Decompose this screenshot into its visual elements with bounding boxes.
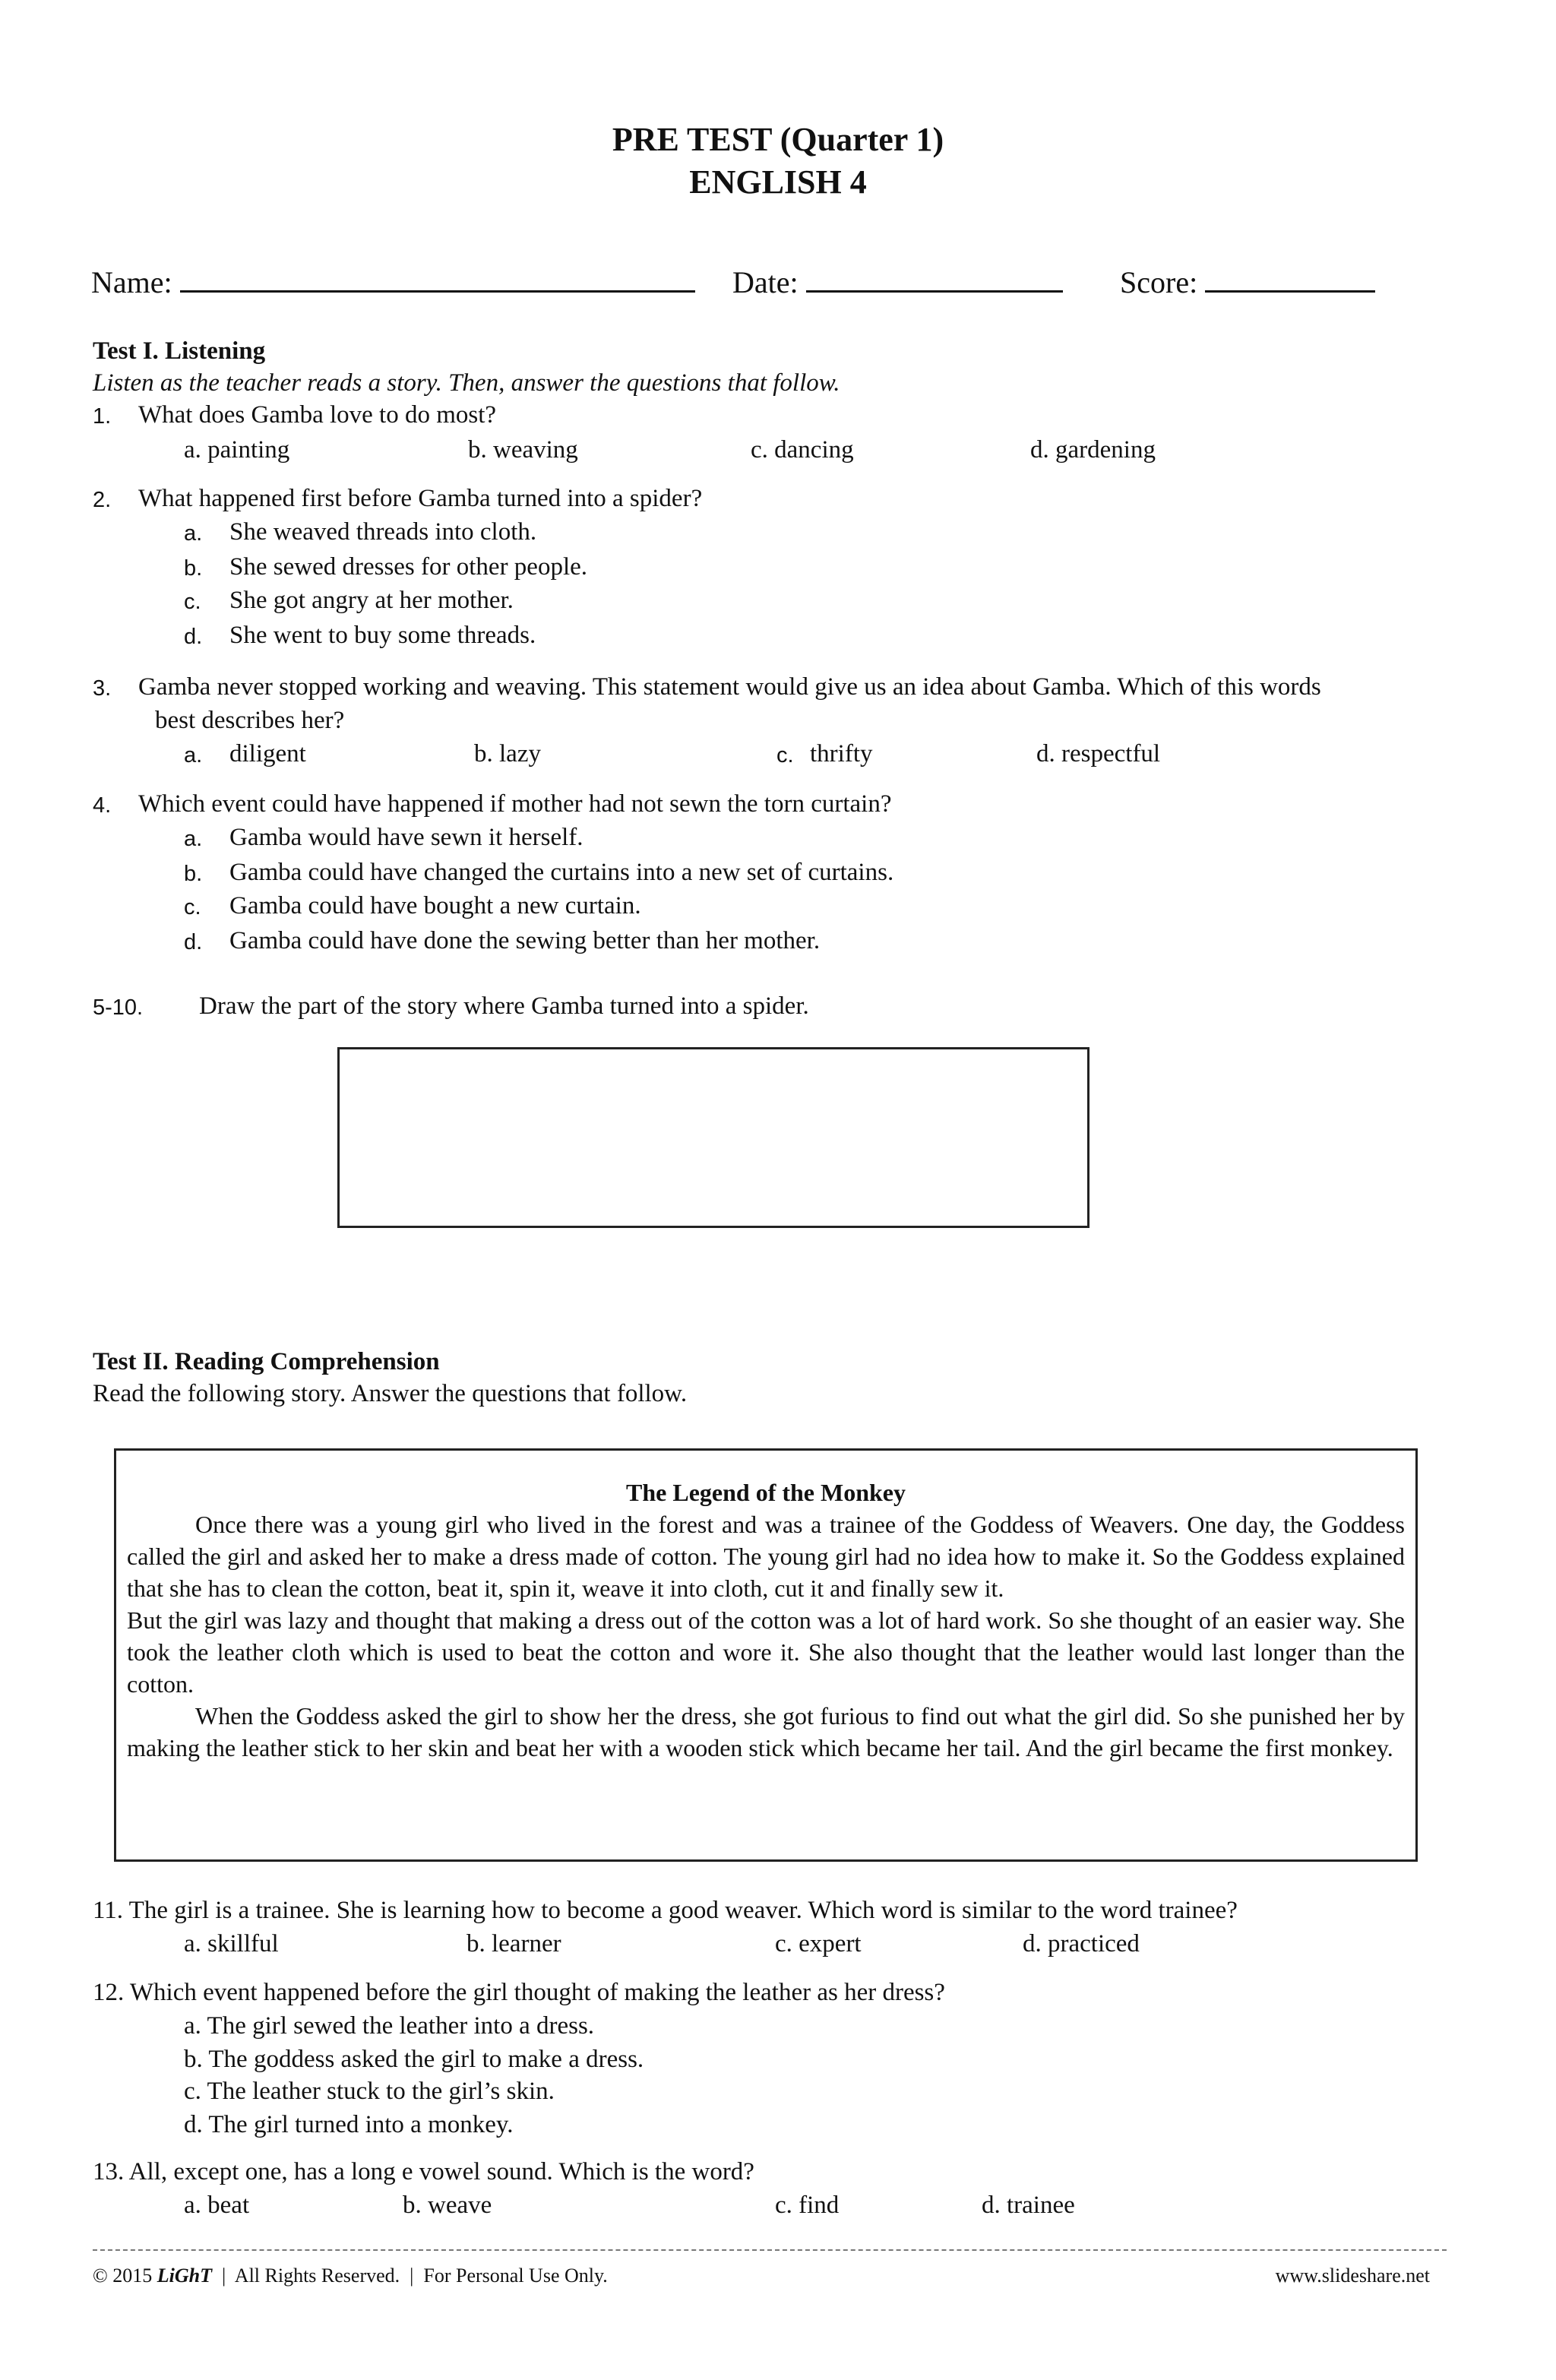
- name-label: Name:: [91, 265, 172, 299]
- q3-number: 3.: [93, 676, 112, 701]
- q2-option-d[interactable]: She went to buy some threads.: [229, 622, 536, 649]
- q3-text-line2: best describes her?: [155, 707, 345, 734]
- q2-text: What happened first before Gamba turned into a spider?: [138, 485, 703, 512]
- q5-10-number: 5-10.: [93, 995, 144, 1020]
- brand-name: LiGhT: [157, 2264, 212, 2287]
- q11-option-d[interactable]: d. practiced: [1023, 1930, 1140, 1957]
- q3-option-c-letter: c.: [776, 743, 794, 767]
- story-title: The Legend of the Monkey: [626, 1479, 906, 1506]
- footer-divider: [93, 2249, 1447, 2251]
- test1-instruction: Listen as the teacher reads a story. Then, answer the questions that follow.: [93, 369, 840, 397]
- story-box: [114, 1448, 1418, 1862]
- website-link[interactable]: www.slideshare.net: [1275, 2264, 1430, 2287]
- q2-option-a[interactable]: She weaved threads into cloth.: [229, 518, 537, 546]
- q2-option-d-letter: d.: [184, 625, 203, 649]
- q4-number: 4.: [93, 793, 112, 818]
- q3-option-a-letter: a.: [184, 743, 203, 767]
- q4-option-c-letter: c.: [184, 895, 201, 919]
- date-blank[interactable]: [806, 264, 1063, 293]
- story-paragraph-2: But the girl was lazy and thought that making a dress out of the cotton was a lot of hard work. So she thought of an easier way. She took the leather cloth which is used to beat the cotton and wore it. She also thought that the leather would last longer than the cotton.: [127, 1606, 1405, 1698]
- q2-number: 2.: [93, 488, 112, 512]
- q2-option-c[interactable]: She got angry at her mother.: [229, 587, 514, 614]
- test2-instruction: Read the following story. Answer the questions that follow.: [93, 1380, 688, 1407]
- footer-separator-1: |: [222, 2264, 226, 2287]
- q12-option-d[interactable]: d. The girl turned into a monkey.: [184, 2111, 514, 2138]
- test2-heading: Test II. Reading Comprehension: [93, 1348, 440, 1375]
- q12-option-b[interactable]: b. The goddess asked the girl to make a dress.: [184, 2046, 644, 2073]
- page-subtitle: ENGLISH 4: [689, 163, 867, 201]
- q2-option-b[interactable]: She sewed dresses for other people.: [229, 553, 588, 581]
- footer-separator-2: |: [410, 2264, 414, 2287]
- q1-number: 1.: [93, 404, 112, 429]
- q3-option-c[interactable]: thrifty: [810, 740, 873, 767]
- name-blank[interactable]: [180, 264, 695, 293]
- q11-option-a[interactable]: a. skillful: [184, 1930, 279, 1957]
- q1-option-c[interactable]: c. dancing: [751, 436, 854, 464]
- test1-heading: Test I. Listening: [93, 337, 266, 365]
- q13-option-a[interactable]: a. beat: [184, 2192, 250, 2219]
- q4-option-c[interactable]: Gamba could have bought a new curtain.: [229, 892, 641, 919]
- q11-option-b[interactable]: b. learner: [466, 1930, 561, 1957]
- q1-option-b[interactable]: b. weaving: [468, 436, 578, 464]
- q3-option-b[interactable]: b. lazy: [474, 740, 541, 767]
- q1-option-d[interactable]: d. gardening: [1030, 436, 1156, 464]
- q4-option-b-letter: b.: [184, 862, 203, 886]
- story-paragraph-3: When the Goddess asked the girl to show her the dress, she got furious to find out what the girl did. So she punished her by making the leather stick to her skin and beat her with a wooden stick which became her tail. And the girl became the first monkey.: [127, 1702, 1405, 1761]
- q5-10-text: Draw the part of the story where Gamba turned into a spider.: [199, 992, 809, 1020]
- q2-option-c-letter: c.: [184, 590, 201, 614]
- q13-text: 13. All, except one, has a long e vowel sound. Which is the word?: [93, 2158, 754, 2185]
- q11-option-c[interactable]: c. expert: [775, 1930, 862, 1957]
- q1-option-a[interactable]: a. painting: [184, 436, 290, 464]
- q2-option-a-letter: a.: [184, 521, 203, 546]
- q4-text: Which event could have happened if mother had not sewn the torn curtain?: [138, 790, 892, 818]
- page-title: PRE TEST (Quarter 1): [612, 121, 944, 158]
- q4-option-a-letter: a.: [184, 827, 203, 851]
- date-label: Date:: [732, 265, 799, 299]
- q13-option-c[interactable]: c. find: [775, 2192, 840, 2219]
- q12-option-a[interactable]: a. The girl sewed the leather into a dress.: [184, 2012, 595, 2040]
- drawing-box[interactable]: [337, 1047, 1090, 1228]
- story-paragraph-1: Once there was a young girl who lived in the forest and was a trainee of the Goddess of Weavers. One day, the Goddess called the girl and asked her to make a dress made of cotton. The young girl had no idea how to make it. So the Goddess explained that she has to clean the cotton, beat it, spin it, weave it into cloth, cut it and finally sew it.: [127, 1511, 1405, 1602]
- q13-option-d[interactable]: d. trainee: [982, 2192, 1075, 2219]
- q13-option-b[interactable]: b. weave: [403, 2192, 492, 2219]
- q12-text: 12. Which event happened before the girl thought of making the leather as her dress?: [93, 1979, 945, 2006]
- q4-option-b[interactable]: Gamba could have changed the curtains into a new set of curtains.: [229, 859, 894, 886]
- q12-option-c[interactable]: c. The leather stuck to the girl’s skin.: [184, 2078, 555, 2105]
- score-field[interactable]: [1120, 264, 1375, 300]
- q3-text-line1: Gamba never stopped working and weaving. This statement would give us an idea about Gamba. Which of this words: [138, 673, 1321, 701]
- q4-option-d-letter: d.: [184, 930, 203, 954]
- usage-text: For Personal Use Only.: [423, 2264, 608, 2287]
- copyright: © 2015: [93, 2264, 153, 2287]
- name-field[interactable]: [91, 264, 695, 300]
- q2-option-b-letter: b.: [184, 556, 203, 581]
- q11-text: 11. The girl is a trainee. She is learning how to become a good weaver. Which word is similar to the word trainee?: [93, 1897, 1238, 1924]
- q4-option-d[interactable]: Gamba could have done the sewing better than her mother.: [229, 927, 821, 954]
- q1-text: What does Gamba love to do most?: [138, 401, 497, 429]
- score-label: Score:: [1120, 265, 1198, 299]
- date-field[interactable]: [732, 264, 1063, 300]
- rights-text: All Rights Reserved.: [234, 2264, 400, 2287]
- q4-option-a[interactable]: Gamba would have sewn it herself.: [229, 824, 584, 851]
- q3-option-d[interactable]: d. respectful: [1036, 740, 1161, 767]
- footer-left: [93, 2264, 608, 2287]
- q3-option-a[interactable]: diligent: [229, 740, 306, 767]
- score-blank[interactable]: [1205, 264, 1375, 293]
